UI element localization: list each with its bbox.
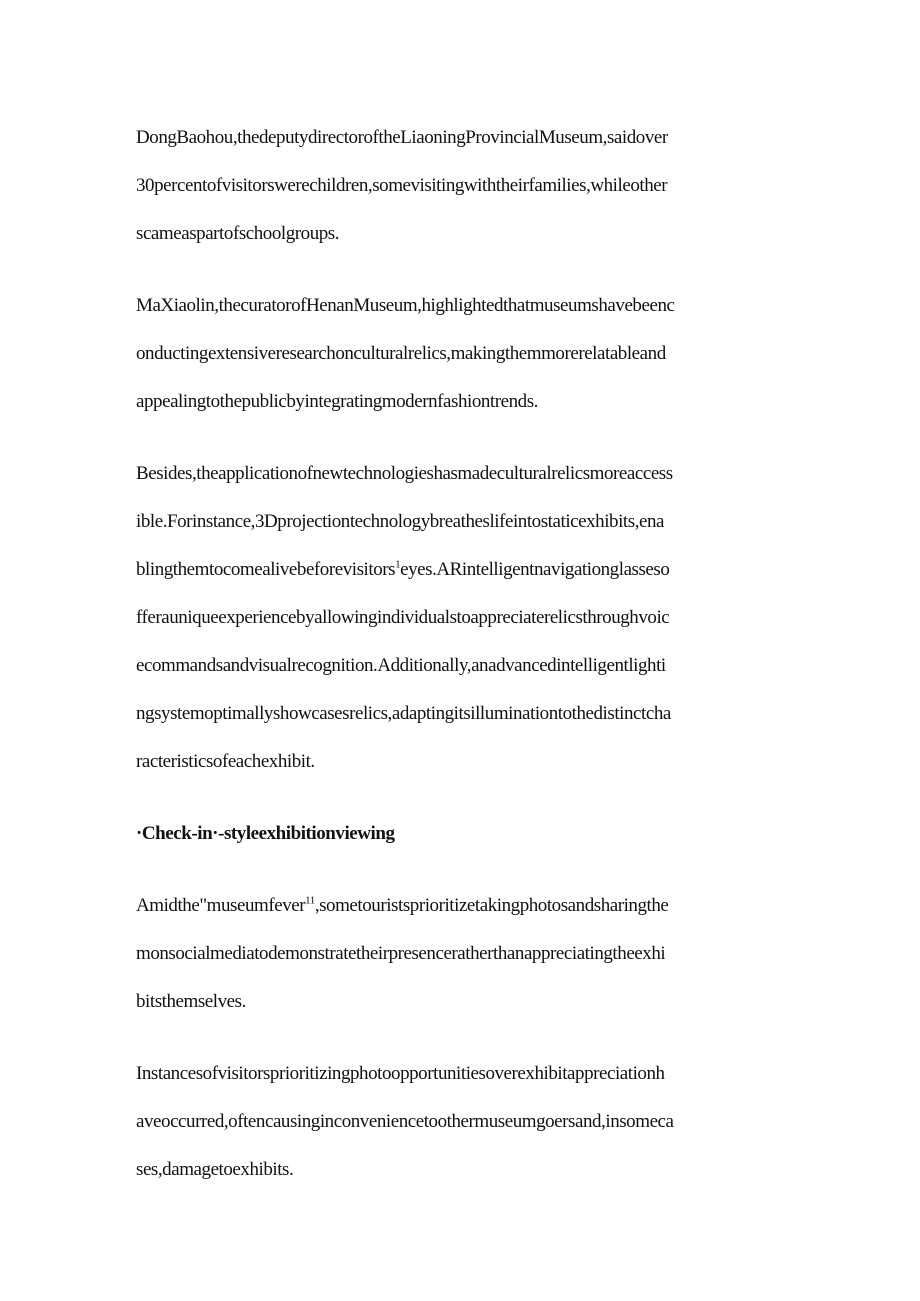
paragraph-ma-xiaolin [136,294,796,414]
paragraph-museum-fever [136,894,796,1014]
paragraph-photo-opportunities [136,1062,796,1182]
text-line: ses,damagetoexhibits. [136,1159,294,1180]
text-line: DongBaohou,thedeputydirectoroftheLiaoningProvincialMuseum,saidover [136,127,668,148]
text-line: racteristicsofeachexhibit. [136,751,315,772]
text-line: Besides,theapplicationofnewtechnologieshasmadeculturalrelicsmoreaccess [136,463,673,484]
text-line: monsocialmediatodemonstratetheirpresenceratherthanappreciatingtheexhi [136,943,666,964]
text-segment: Amidthe"museumfever [136,895,306,916]
text-line: Instancesofvisitorsprioritizingphotoopportunitiesoverexhibitappreciationh [136,1063,665,1084]
text-line: bitsthemselves. [136,991,246,1012]
text-line: aveoccurred,oftencausinginconveniencetoothermuseumgoersand,insomeca [136,1111,674,1132]
text-line: scameaspartofschoolgroups. [136,223,340,244]
paragraph-dong-baohou [136,126,796,246]
text-line: onductingextensiveresearchonculturalrelics,makingthemmorerelatableand [136,343,666,364]
superscript-mark: 1 [395,558,401,571]
text-line [136,558,796,582]
text-line: ible.Forinstance,3Dprojectiontechnologybreatheslifeintostaticexhibits,ena [136,511,665,532]
superscript-mark: 11 [305,894,315,907]
text-line: appealingtothepublicbyintegratingmodernfashiontrends. [136,391,538,412]
text-line [136,894,796,918]
section-heading-text: ·Check-in·-styleexhibitionviewing [136,823,395,844]
section-heading [136,822,796,846]
text-segment: eyes.ARintelligentnavigationglasseso [400,559,670,580]
text-line: ngsystemoptimallyshowcasesrelics,adaptingitsilluminationtothedistinctcha [136,703,671,724]
text-line: fferauniqueexperiencebyallowingindividualstoappreciaterelicsthroughvoic [136,607,670,628]
text-segment: blingthemtocomealivebeforevisitors [136,559,396,580]
text-line: ecommandsandvisualrecognition.Additionally,anadvancedintelligentlighti [136,655,666,676]
text-line: MaXiaolin,thecuratorofHenanMuseum,highlightedthatmuseumshavebeenc [136,295,675,316]
text-segment: ,sometouristsprioritizetakingphotosandsharingthe [314,895,669,916]
text-line: 30percentofvisitorswerechildren,somevisitingwiththeirfamilies,whileother [136,175,668,196]
paragraph-new-technologies [136,462,796,774]
